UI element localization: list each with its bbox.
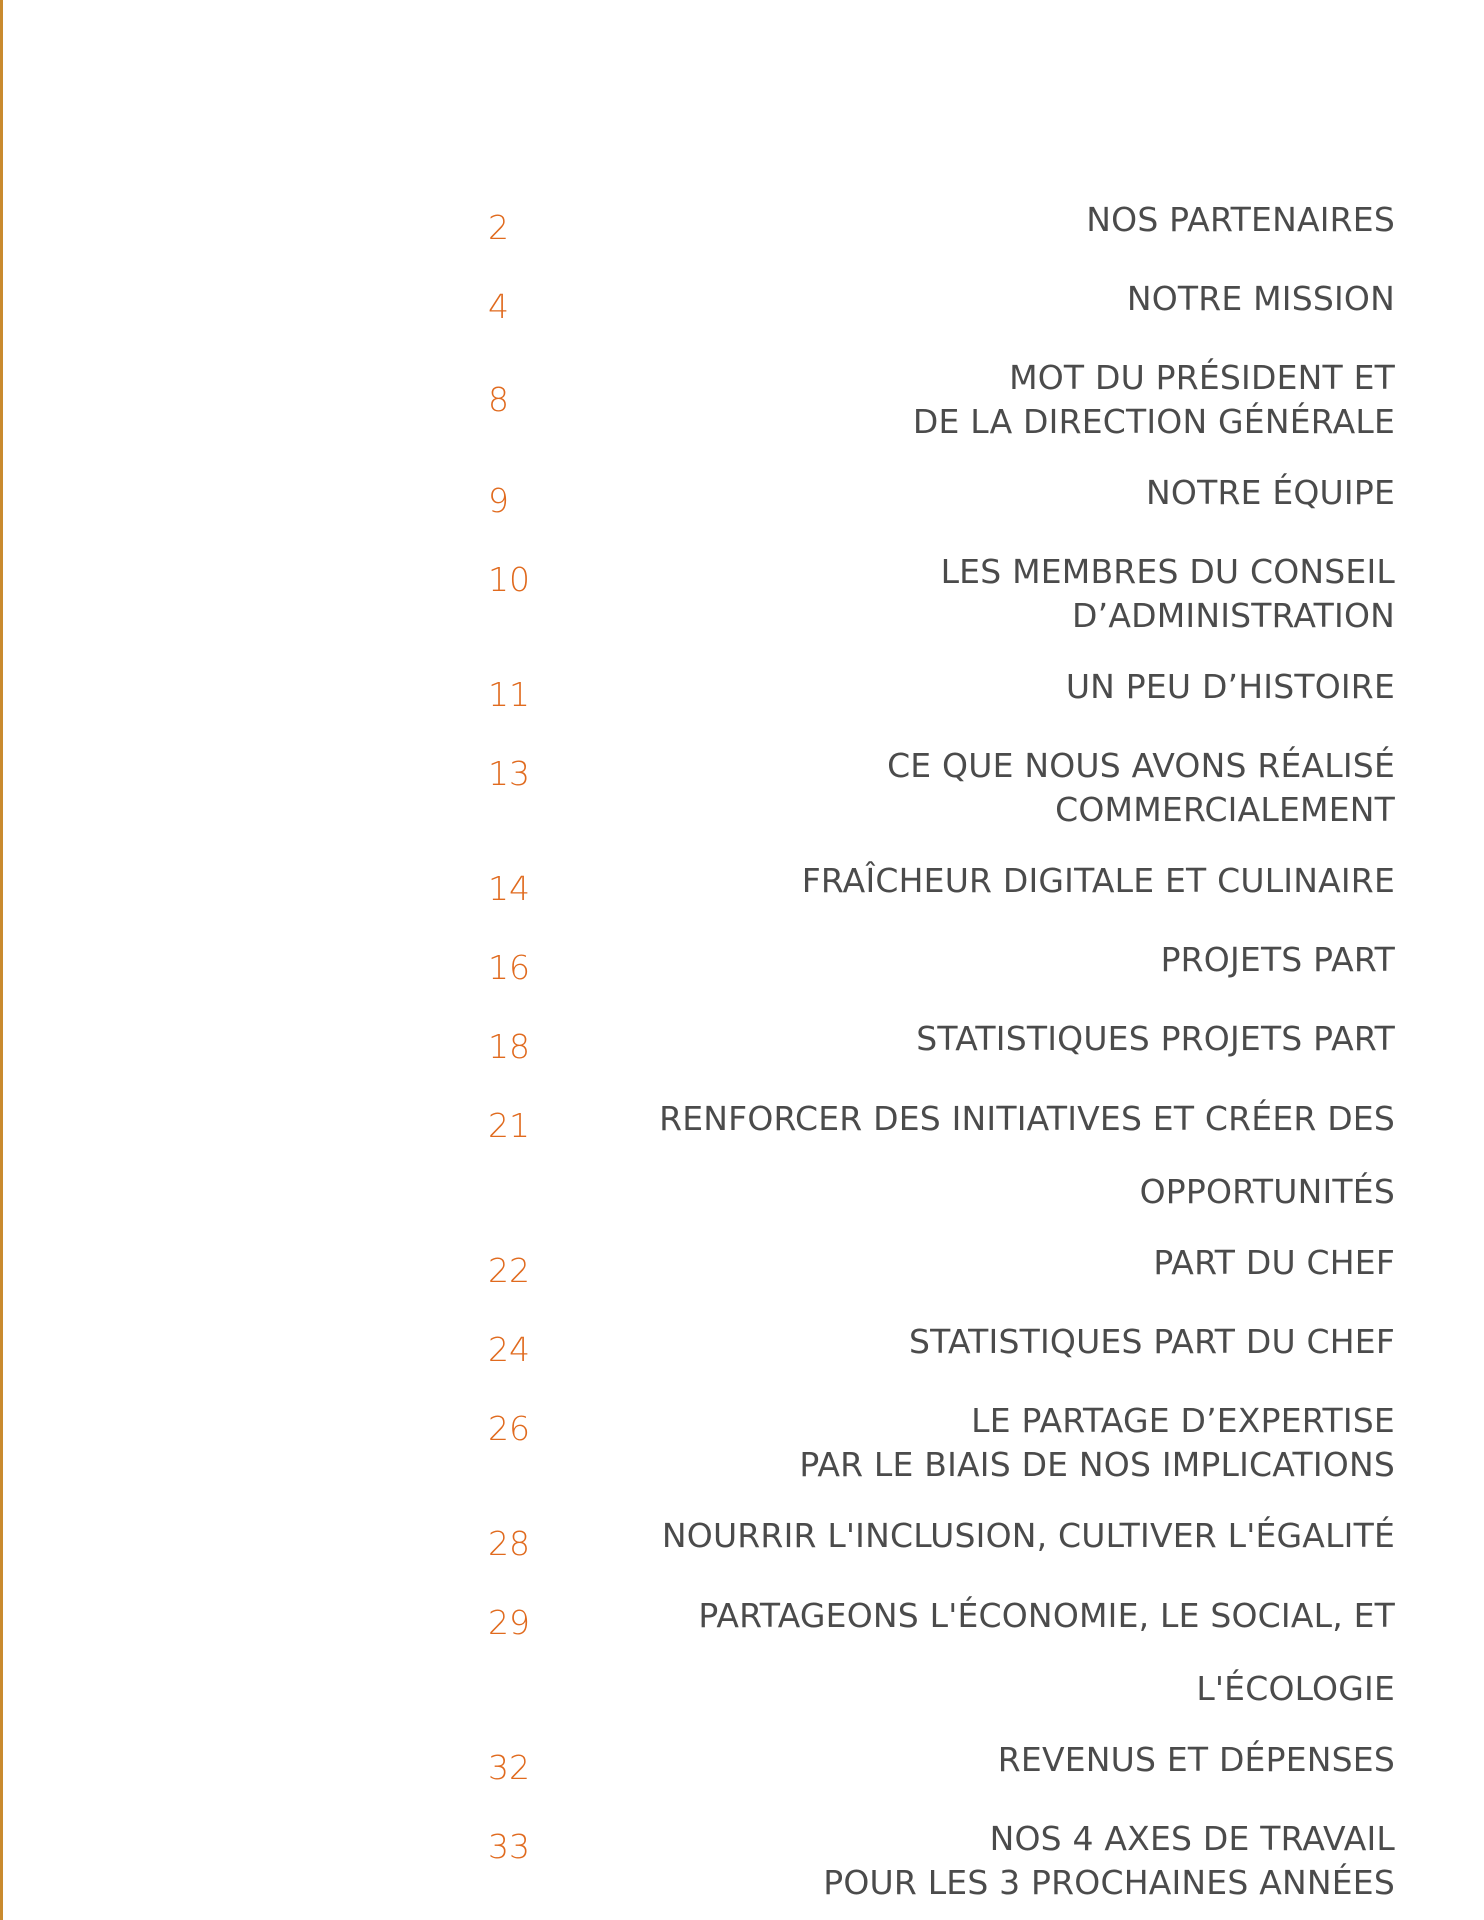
table-of-contents: [488, 198, 1395, 1905]
toc-entry-title: FRAÎCHEUR DIGITALE ET CULINAIRE: [801, 861, 1395, 900]
toc-entry-title: PROJETS PART: [1160, 940, 1395, 979]
toc-entry[interactable]: [488, 550, 1395, 638]
toc-page-number: 16: [488, 948, 530, 987]
toc-entry-title: PART DU CHEF: [1153, 1243, 1395, 1282]
toc-entry[interactable]: [488, 1738, 1395, 1790]
toc-entry-title: MOT DU PRÉSIDENT ET DE LA DIRECTION GÉNÉRALE: [912, 358, 1395, 441]
toc-entry[interactable]: [488, 859, 1395, 911]
toc-page-number: 28: [488, 1524, 530, 1563]
toc-entry[interactable]: [488, 198, 1395, 250]
toc-page-number: 10: [488, 560, 530, 599]
toc-entry-title: RENFORCER DES INITIATIVES ET CRÉER DES OPPORTUNITÉS: [659, 1099, 1395, 1211]
toc-entry-title: NOS PARTENAIRES: [1086, 200, 1395, 239]
toc-entry[interactable]: [488, 1320, 1395, 1372]
toc-page-number: 9: [488, 481, 509, 520]
toc-page-number: 18: [488, 1027, 530, 1066]
toc-entry-title: NOURRIR L'INCLUSION, CULTIVER L'ÉGALITÉ: [661, 1516, 1395, 1555]
toc-entry-title: NOTRE MISSION: [1126, 279, 1395, 318]
toc-entry-title: NOS 4 AXES DE TRAVAIL POUR LES 3 PROCHAINES ANNÉES: [823, 1819, 1395, 1902]
toc-entry[interactable]: [488, 938, 1395, 990]
toc-entry[interactable]: [488, 356, 1395, 444]
left-border-rule: [0, 0, 3, 1920]
toc-page-number: 24: [488, 1330, 530, 1369]
toc-entry[interactable]: [488, 1017, 1395, 1069]
toc-entry[interactable]: [488, 1096, 1395, 1214]
toc-page-number: 14: [488, 869, 530, 908]
toc-entry-title: LE PARTAGE D’EXPERTISE PAR LE BIAIS DE NOS IMPLICATIONS: [799, 1401, 1395, 1484]
toc-page-number: 21: [488, 1106, 530, 1145]
toc-entry-title: NOTRE ÉQUIPE: [1146, 473, 1395, 512]
toc-page-number: 13: [488, 754, 530, 793]
toc-page-number: 26: [488, 1409, 530, 1448]
toc-page-number: 22: [488, 1251, 530, 1290]
toc-entry[interactable]: [488, 1241, 1395, 1293]
toc-entry-title: UN PEU D’HISTOIRE: [1065, 667, 1395, 706]
toc-page-number: 29: [488, 1603, 530, 1642]
toc-entry[interactable]: [488, 1399, 1395, 1487]
toc-page-number: 33: [488, 1827, 530, 1866]
toc-entry-title: REVENUS ET DÉPENSES: [997, 1740, 1395, 1779]
toc-entry[interactable]: [488, 744, 1395, 832]
toc-entry[interactable]: [488, 1817, 1395, 1905]
toc-page-number: 2: [488, 208, 509, 247]
toc-entry-title: STATISTIQUES PROJETS PART: [916, 1019, 1395, 1058]
toc-page-number: 32: [488, 1748, 530, 1787]
toc-entry[interactable]: [488, 277, 1395, 329]
toc-entry-title: CE QUE NOUS AVONS RÉALISÉ COMMERCIALEMENT: [887, 746, 1395, 829]
toc-entry[interactable]: [488, 665, 1395, 717]
toc-entry-title: STATISTIQUES PART DU CHEF: [909, 1322, 1395, 1361]
toc-page-number: 4: [488, 287, 509, 326]
toc-entry[interactable]: [488, 1514, 1395, 1566]
toc-entry-title: LES MEMBRES DU CONSEIL D’ADMINISTRATION: [940, 552, 1395, 635]
toc-entry[interactable]: [488, 471, 1395, 523]
toc-entry-title: PARTAGEONS L'ÉCONOMIE, LE SOCIAL, ET L'ÉCOLOGIE: [698, 1596, 1395, 1708]
toc-entry[interactable]: [488, 1593, 1395, 1711]
toc-page-number: 11: [488, 675, 530, 714]
toc-page-number: 8: [488, 380, 509, 419]
